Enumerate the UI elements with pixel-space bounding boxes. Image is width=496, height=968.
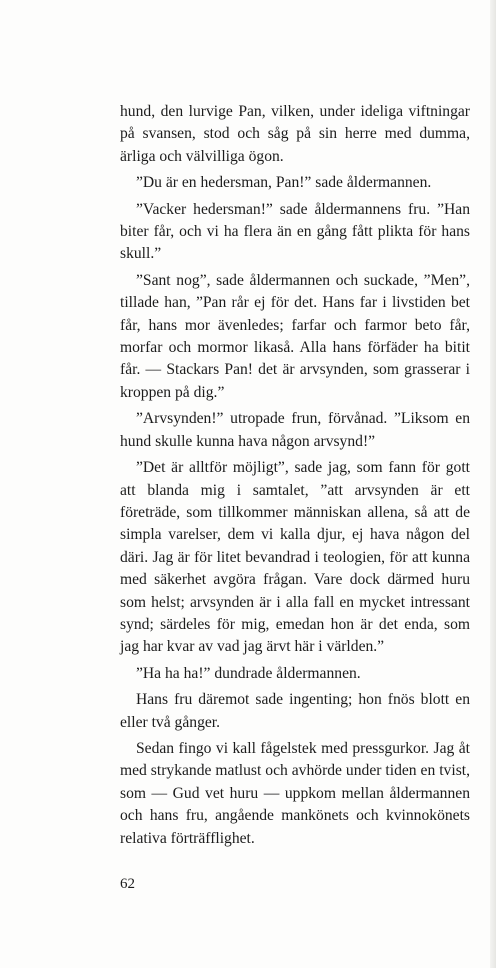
body-text — [120, 101, 470, 854]
page-number: 62 — [120, 876, 135, 892]
paragraph: ”Ha ha ha!” dundrade åldermannen. — [136, 664, 361, 682]
paragraph: Sedan fingo vi kall fågelstek med pressgurkor. Jag åt med strykande matlust och avhörde under tiden en tvist, som — Gud vet huru — uppkom mellan åldermannen och hans fru, angående mankönets och kvinnokönets relativa förträfflighet. — [120, 739, 470, 847]
paragraph: ”Arvsynden!” utropade frun, förvånad. ”Liksom en hund skulle kunna hava någon arvsynd!” — [120, 410, 470, 450]
paragraph: Hans fru däremot sade ingenting; hon fnös blott en eller två gånger. — [120, 691, 470, 731]
paragraph: hund, den lurvige Pan, vilken, under ideliga viftningar på svansen, stod och såg på sin herre med dumma, ärliga och välvilliga ögon. — [120, 103, 470, 165]
paragraph: ”Sant nog”, sade åldermannen och suckade, ”Men”, tillade han, ”Pan rår ej för det. Hans far i livstiden bet får, hans mor ävenledes; farfar och farmor beto får, morfar och mormor likaså. Alla hans förfäder ha bitit får. — Stackars Pan! det är arvsynden, som grasserar i kroppen på dig.” — [120, 271, 470, 401]
paragraph: ”Vacker hedersman!” sade åldermannens fru. ”Han biter får, och vi ha flera än en gång fått plikta för hans skull.” — [120, 200, 470, 263]
paragraph: ”Det är alltför möjligt”, sade jag, som fann för gott att blanda mig i samtalet, ”att arvsynden är ett företräde, som tillkommer människan allena, så att de simpla varelser, dem vi kalla djur, ej hava någon del däri. Jag är för litet bevandrad i teologien, för att kunna med säkerhet avgöra frågan. Vare dock därmed huru som helst; arvsynden är i alla fall en mycket intressant synd; särdeles för mig, emedan hon är det enda, som jag har kvar av vad jag ärvt här i världen.” — [120, 459, 470, 656]
paragraph: ”Du är en hedersman, Pan!” sade åldermannen. — [136, 174, 432, 192]
page-edge-shadow — [490, 0, 496, 968]
